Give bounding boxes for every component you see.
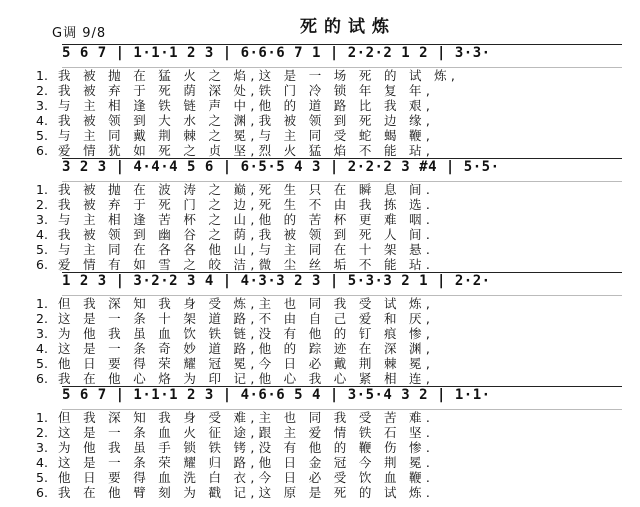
music-system [0,386,640,500]
lyric-line: 2. 我 被 弃 于 死 荫 深 处,铁 门 冷 锁 年 复 年, [36,83,435,98]
music-system [0,44,640,158]
lyric-line: 5. 他 日 要 得 血 洗 白 衣,今 日 必 受 饮 血 鞭. [36,470,435,485]
jianpu-notation: 5 6 7 | 1·1·1 2 3 | 4·6·6 5 4 | 3·5·4 3 2 | 1·1· [62,386,622,411]
lyric-line: 1. 我 被 抛 在 波 涛 之 巅,死 生 只 在 瞬 息 间. [36,182,435,197]
song-title: 死的试炼 [300,17,396,37]
music-system [0,158,640,272]
lyric-line: 5. 与 主 同 在 各 各 他 山,与 主 同 在 十 架 悬. [36,242,435,257]
lyric-line: 6. 爱 情 有 如 雪 之 皎 洁,微 尘 丝 垢 不 能 玷. [36,257,435,272]
lyric-line: 4. 这 是 一 条 荣 耀 归 路,他 日 金 冠 今 荆 冕. [36,455,435,470]
lyric-line: 2. 这 是 一 条 十 架 道 路,不 由 自 己 爱 和 厌, [36,311,435,326]
lyric-line: 6. 我 在 他 心 烙 为 印 记,他 心 我 心 紧 相 连, [36,371,435,386]
score [0,44,640,500]
jianpu-notation: 3 2 3 | 4·4·4 5 6 | 6·5·5 4 3 | 2·2·2 3 #4 | 5·5· [62,158,622,183]
key-signature: G调 9/8 [52,26,107,41]
lyric-line: 3. 与 主 相 逢 铁 链 声 中,他 的 道 路 比 我 艰, [36,98,435,113]
lyric-line: 1. 我 被 抛 在 猛 火 之 焰,这 是 一 场 死 的 试 炼, [36,68,460,83]
music-system [0,272,640,386]
lyric-line: 5. 他 日 要 得 荣 耀 冠 冕,今 日 必 戴 荆 棘 冕, [36,356,435,371]
lyric-line: 2. 我 被 弃 于 死 门 之 边,死 生 不 由 我 拣 选. [36,197,435,212]
lyric-line: 6. 我 在 他 臂 刻 为 戳 记,这 原 是 死 的 试 炼. [36,485,435,500]
lyric-line: 5. 与 主 同 戴 荆 棘 之 冕,与 主 同 受 蛇 蝎 鞭, [36,128,435,143]
lyric-line: 4. 我 被 领 到 大 水 之 渊,我 被 领 到 死 边 缘, [36,113,435,128]
lyric-line: 4. 这 是 一 条 奇 妙 道 路,他 的 踪 迹 在 深 渊, [36,341,435,356]
lyric-line: 4. 我 被 领 到 幽 谷 之 荫,我 被 领 到 死 人 间. [36,227,435,242]
lyric-line: 3. 为 他 我 虽 血 饮 铁 链,没 有 他 的 钉 痕 惨, [36,326,435,341]
lyric-line: 3. 为 他 我 虽 手 锁 铁 铐,没 有 他 的 鞭 伤 惨. [36,440,435,455]
lyric-line: 1. 但 我 深 知 我 身 受 炼,主 也 同 我 受 试 炼, [36,296,435,311]
lyric-line: 2. 这 是 一 条 血 火 征 途,跟 主 爱 情 铁 石 坚. [36,425,435,440]
lyric-line: 1. 但 我 深 知 我 身 受 难,主 也 同 我 受 苦 难. [36,410,435,425]
lyric-line: 6. 爱 情 犹 如 死 之 贞 坚,烈 火 猛 焰 不 能 玷, [36,143,435,158]
jianpu-notation: 1 2 3 | 3·2·2 3 4 | 4·3·3 2 3 | 5·3·3 2 1 | 2·2· [62,272,622,297]
lyric-line: 3. 与 主 相 逢 苦 杯 之 山,他 的 苦 杯 更 难 咽. [36,212,435,227]
jianpu-notation: 5 6 7 | 1·1·1 2 3 | 6·6·6 7 1 | 2·2·2 1 2 | 3·3· [62,44,622,69]
song-header [0,8,640,48]
